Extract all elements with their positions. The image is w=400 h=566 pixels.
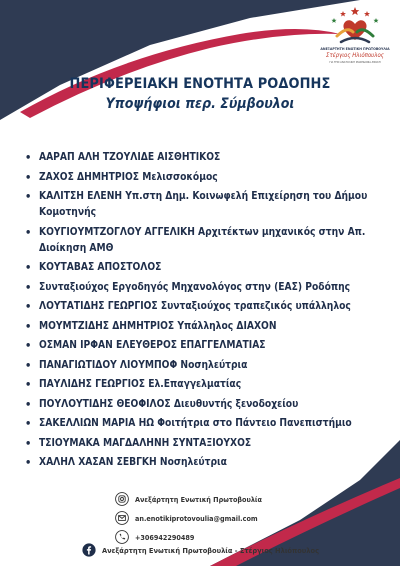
logo-emblem-icon xyxy=(327,6,383,46)
list-item: • ΠΑΥΛΙΔΗΣ ΓΕΩΡΓΙΟΣ Ελ.Επαγγελματίας xyxy=(25,377,380,393)
logo xyxy=(318,6,392,64)
list-item: • ΜΟΥΜΤΖΙΔΗΣ ΔΗΜΗΤΡΙΟΣ Υπάλληλος ΔΙΑΧΟΝ xyxy=(25,319,380,335)
instagram-icon xyxy=(115,492,129,506)
email-row[interactable] xyxy=(115,511,262,525)
list-item: • ΤΣΙΟΥΜΑΚΑ ΜΑΓΔΑΛΗΝΗ ΣΥΝΤΑΞΙΟΥΧΟΣ xyxy=(25,436,380,452)
instagram-handle: Ανεξάρτητη Ενωτική Πρωτοβουλία xyxy=(135,494,262,504)
list-item: • ΠΑΝΑΓΙΩΤΙΔΟΥ ΛΙΟΥΜΠΟΦ Νοσηλεύτρια xyxy=(25,358,380,374)
list-item: • Συνταξιούχος Εργοδηγός Μηχανολόγος στην (ΕΑΣ) Ροδόπης xyxy=(25,280,380,296)
instagram-row[interactable] xyxy=(115,492,262,506)
list-item: • ΚΟΥΓΙΟΥΜΤΖΟΓΛΟΥ ΑΓΓΕΛΙΚΗ Αρχιτέκτων μηχανικός στην Απ. Διοίκηση ΑΜΘ xyxy=(25,225,380,257)
phone-icon xyxy=(115,530,129,544)
candidates-list xyxy=(25,150,380,475)
list-item: • ΧΑΛΗΛ ΧΑΣΑΝ ΣΕΒΓΚΗ Νοσηλεύτρια xyxy=(25,455,380,471)
list-item: • ΚΑΛΙΤΣΗ ΕΛΕΝΗ Υπ.στη Δημ. Κοινωφελή Επιχείρηση του Δήμου Κομοτηνής xyxy=(25,189,380,221)
list-item: • ΠΟΥΛΟΥΤΙΔΗΣ ΘΕΟΦΙΛΟΣ Διευθυντής ξενοδοχείου xyxy=(25,397,380,413)
phone-row[interactable] xyxy=(115,530,262,544)
facebook-page-name: Ανεξάρτητη Ενωτική Πρωτοβουλία - Στέργιος Ηλιόπουλος xyxy=(102,545,320,555)
page-subtitle: Υποψήφιοι περ. Σύμβουλοι xyxy=(105,96,295,112)
logo-line-1: ΑΝΕΞΑΡΤΗΤΗ ΕΝΩΤΙΚΗ ΠΡΩΤΟΒΟΥΛΙΑ xyxy=(320,47,390,51)
list-item: • ΟΣΜΑΝ ΙΡΦΑΝ ΕΛΕΥΘΕΡΟΣ ΕΠΑΓΓΕΛΜΑΤΙΑΣ xyxy=(25,338,380,354)
list-item: • ΚΟΥΤΑΒΑΣ ΑΠΟΣΤΟΛΟΣ xyxy=(25,260,380,276)
facebook-icon xyxy=(82,543,96,557)
email-address: an.enotikiprotovoulia@gmail.com xyxy=(135,513,258,523)
phone-number: +306942290489 xyxy=(135,532,195,542)
email-icon xyxy=(115,511,129,525)
facebook-row[interactable] xyxy=(82,543,319,557)
page-title: ΠΕΡΙΦΕΡΕΙΑΚΗ ΕΝΟΤΗΤΑ ΡΟΔΟΠΗΣ xyxy=(69,76,331,92)
logo-line-2: Στέργιος Ηλιόπουλος xyxy=(326,52,384,59)
list-item: • ΑΑΡΑΠ ΑΛΗ ΤΖΟΥΛΙΔΕ ΑΙΣΘΗΤΙΚΟΣ xyxy=(25,150,380,166)
list-item: • ΛΟΥΤΑΤΙΔΗΣ ΓΕΩΡΓΙΟΣ Συνταξιούχος τραπεζικός υπάλληλος xyxy=(25,299,380,315)
logo-line-3: ΓΙΑ ΤΗΝ ΑΝΑΤΟΛΙΚΗ ΜΑΚΕΔΟΝΙΑ-ΘΡΑΚΗ xyxy=(329,60,381,64)
list-item: • ΣΑΚΕΛΛΙΩΝ ΜΑΡΙΑ ΗΩ Φοιτήτρια στο Πάντειο Πανεπιστήμιο xyxy=(25,416,380,432)
list-item: • ΖΑΧΟΣ ΔΗΜΗΤΡΙΟΣ Μελισσοκόμος xyxy=(25,170,380,186)
contact-block xyxy=(115,492,262,549)
